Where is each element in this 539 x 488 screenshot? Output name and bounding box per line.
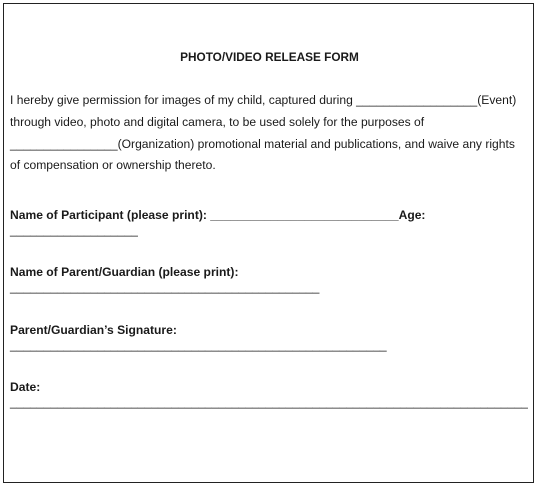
paragraph-line-4: of compensation or ownership thereto. (10, 158, 216, 172)
participant-name-field[interactable]: Name of Participant (please print): ____________________________Age: (10, 208, 426, 222)
signature-line[interactable]: ________________________________________________________ (10, 338, 387, 352)
form-title: PHOTO/VIDEO RELEASE FORM (180, 50, 359, 64)
date-label: Date: (10, 380, 41, 394)
signature-label: Parent/Guardian’s Signature: (10, 323, 177, 337)
paragraph-line-1: I hereby give permission for images of my child, captured during __________________(Event) (10, 93, 517, 107)
form-border (3, 3, 534, 483)
paragraph-line-3: ________________(Organization) promotional material and publications, and waive any rights (10, 137, 515, 151)
guardian-name-label: Name of Parent/Guardian (please print): (10, 265, 239, 279)
participant-age-line[interactable]: ___________________ (10, 223, 138, 237)
date-line[interactable]: _____________________________________________________________________________ (10, 395, 528, 409)
paragraph-line-2: through video, photo and digital camera, to be used solely for the purposes of (10, 115, 425, 129)
guardian-name-line[interactable]: ______________________________________________ (10, 280, 320, 294)
